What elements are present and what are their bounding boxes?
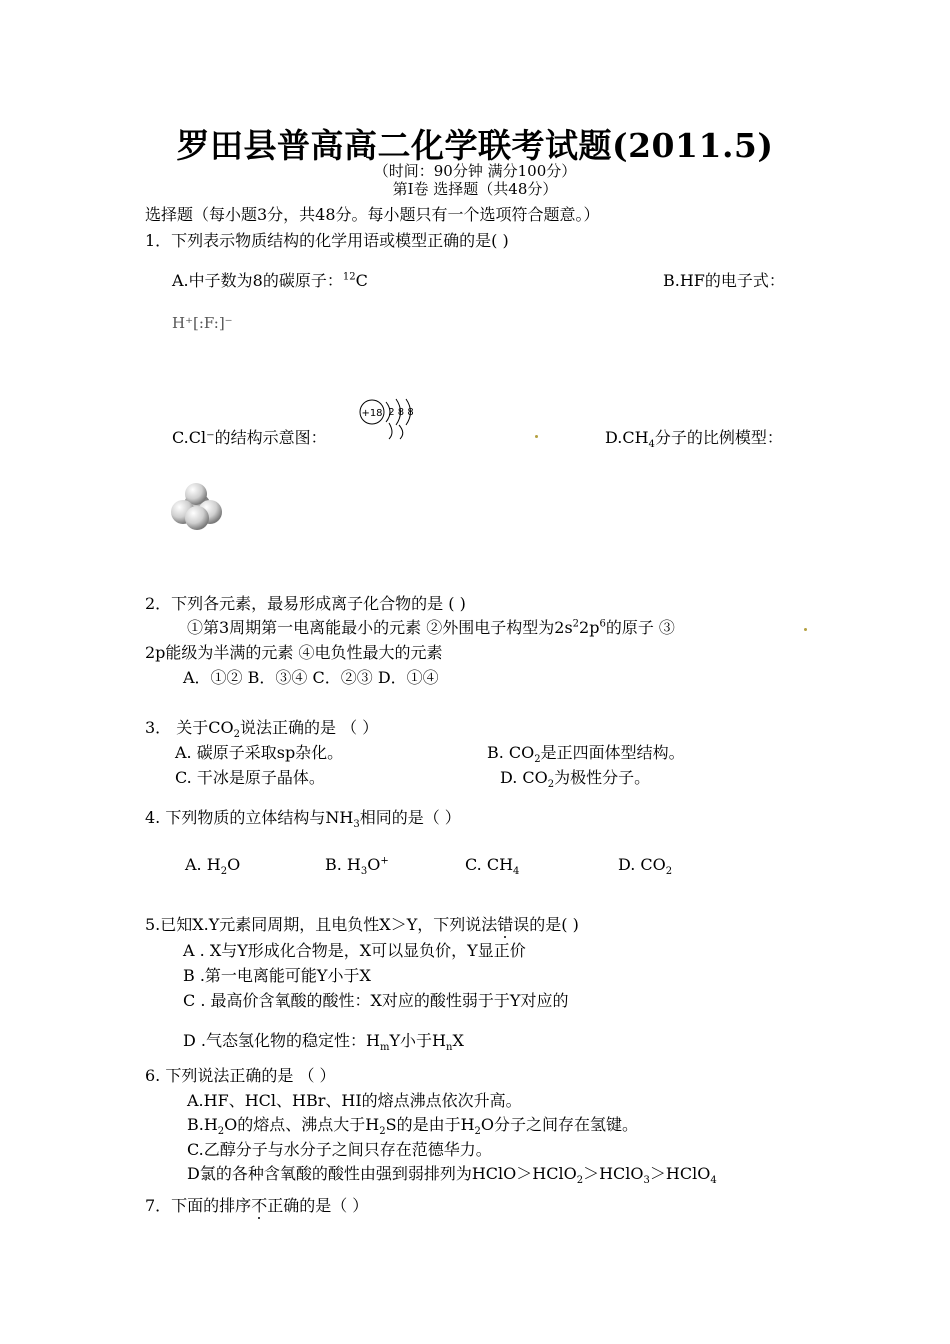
stray-dot-mark (535, 435, 538, 438)
q3-option-b: B. $CO_2$是正四面体型结构。 (487, 743, 685, 766)
q4-option-a: A. $H_2O$ (185, 855, 241, 878)
q3-option-c: C. 干冰是原子晶体。 (175, 768, 325, 787)
emphasis-not-char: 不 (251, 1196, 268, 1215)
cl-nucleus-label: +18 (361, 408, 383, 419)
q6-option-a: A.HF、HCl、HBr、HI的熔点沸点依次升高。 (187, 1091, 522, 1110)
hf-electron-formula: H⁺[:F:]⁻ (172, 314, 233, 332)
ch4-space-filling-model (168, 480, 226, 534)
q4-option-d: D. $CO_2$ (618, 855, 673, 878)
q1-option-b: B.HF的电子式： (663, 271, 785, 290)
q6-stem: 6. 下列说法正确的是 （ ） (145, 1066, 336, 1085)
emphasis-wrong-char: 错 (497, 915, 514, 934)
q1-option-d: $D.CH_4$分子的比例模型： (605, 428, 783, 451)
section-heading: 第Ⅰ卷 选择题（共48分） (392, 180, 558, 198)
q5-option-a: A . X与Y形成化合物是，X可以显负价，Y显正价 (183, 941, 526, 960)
cl-shell-electrons: 2 8 8 (388, 407, 414, 418)
q6-option-c: C.乙醇分子与水分子之间只存在范德华力。 (187, 1140, 492, 1159)
stray-dot-mark-2 (804, 628, 807, 631)
q1-stem: 1．下列表示物质结构的化学用语或模型正确的是( ) (145, 231, 509, 250)
q3-option-a: A. 碳原子采取sp杂化。 (175, 743, 344, 762)
q1-option-c: C.Cl⁻的结构示意图： (172, 428, 327, 447)
q3-option-d: D. $CO_2$为极性分子。 (500, 768, 651, 791)
exam-title: 罗田县普高高二化学联考试题(2011.5) (176, 126, 774, 165)
q1-option-a: A.中子数为8的碳原子：$^{12}$C (172, 271, 368, 290)
instructions: 选择题（每小题3分，共48分。每小题只有一个选项符合题意。） (145, 205, 600, 224)
q2-conditions-line1: ①第3周期第一电离能最小的元素 ②外围电子构型为$2s^22p^6$的原子 ③ (187, 618, 675, 637)
q3-stem: 3． 关于$CO_2$说法正确的是 （ ） (145, 718, 379, 741)
q7-stem: 7．下面的排序不正确的是（ ） (145, 1196, 369, 1215)
q6-option-d: D氯的各种含氧酸的酸性由强到弱排列为HClO＞HClO$_2$＞HClO$_3$＞HClO$_4$ (187, 1164, 717, 1187)
q2-stem: 2．下列各元素，最易形成离子化合物的是 ( ) (145, 594, 466, 613)
q6-option-b: $B.H_2O$的熔点、沸点大于$H_2S$的是由于$H_2O$分子之间存在氢键。 (187, 1115, 639, 1138)
q4-option-b: B. $H_3O^+$ (325, 855, 389, 878)
q5-option-d: D .气态氢化物的稳定性：$H_mY$小于$H_nX$ (183, 1031, 464, 1054)
time-note: （时间：90分钟 满分100分） (373, 162, 577, 180)
q4-stem: 4. 下列物质的立体结构与$NH_3$相同的是（ ） (145, 808, 461, 831)
q5-stem: 5.已知X.Y元素同周期，且电负性X＞Y，下列说法错误的是( ) (145, 915, 579, 934)
q5-option-c: C . 最高价含氧酸的酸性：X对应的酸性弱于于Y对应的 (183, 991, 569, 1010)
q4-option-c: C. $CH_4$ (465, 855, 520, 878)
q2-options: A．①② B．③④ C．②③ D．①④ (183, 668, 439, 687)
cl-ion-structure-diagram (355, 395, 425, 441)
q2-conditions-line2: 2p能级为半满的元素 ④电负性最大的元素 (145, 643, 443, 662)
q5-option-b: B .第一电离能可能Y小于X (183, 966, 371, 985)
